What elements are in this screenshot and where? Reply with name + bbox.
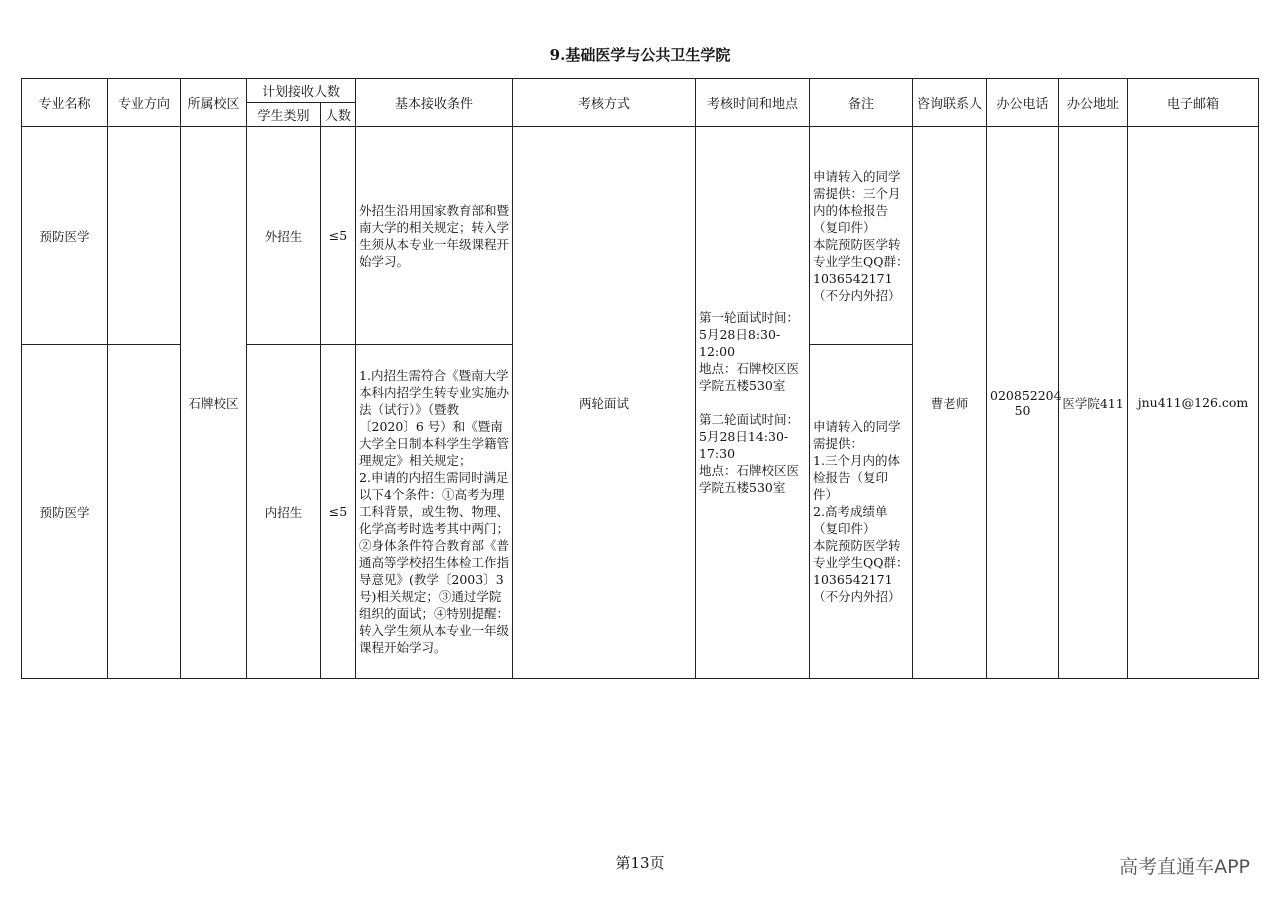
conditions-cell: 1.内招生需符合《暨南大学本科内招学生转专业实施办法（试行）》（暨教〔2020〕6 号）和《暨南大学全日制本科学生学籍管理规定》相关规定； 2.申请的内招生需同时满足以下4个条件：①高考为理工科背景，或生物、物理、化学高考时选考其中两门；②身体条件符合教育部《普通高等学校招生体检工作指导意见》(教学〔2003〕3号)相关规定；③通过学院组织的面试；④特别提醒：转入学生须从本专业一年级课程开始学习。 (356, 345, 513, 679)
student-type-cell: 外招生 (247, 127, 321, 345)
watermark-text: 高考直通车APP (1119, 856, 1250, 878)
table-row (22, 127, 1259, 345)
count-cell: ≤5 (321, 127, 356, 345)
admission-table (21, 78, 1259, 679)
header-row (22, 79, 1259, 103)
direction-cell (108, 345, 181, 679)
count-cell: ≤5 (321, 345, 356, 679)
header-exam-method: 考核方式 (513, 79, 696, 127)
direction-cell (108, 127, 181, 345)
page-number: 第13页 (615, 854, 665, 872)
header-plan: 计划接收人数 (247, 79, 356, 103)
major-cell: 预防医学 (22, 127, 108, 345)
office-cell: 医学院411 (1059, 127, 1128, 679)
remarks-cell: 申请转入的同学需提供：三个月内的体检报告（复印件） 本院预防医学转专业学生QQ群：1036542171（不分内外招） (810, 127, 913, 345)
header-contact: 咨询联系人 (913, 79, 987, 127)
major-cell: 预防医学 (22, 345, 108, 679)
exam-method-cell: 两轮面试 (513, 127, 696, 679)
exam-time-place-cell: 第一轮面试时间：5月28日8:30-12:00 地点：石牌校区医学院五楼530室 第二轮面试时间：5月28日14:30-17:30 地点：石牌校区医学院五楼530室 (696, 127, 810, 679)
conditions-cell: 外招生沿用国家教育部和暨南大学的相关规定；转入学生须从本专业一年级课程开始学习。 (356, 127, 513, 345)
campus-cell: 石牌校区 (181, 127, 247, 679)
header-student-type: 学生类别 (247, 103, 321, 127)
contact-cell: 曹老师 (913, 127, 987, 679)
header-office: 办公地址 (1059, 79, 1128, 127)
page-title: 9.基础医学与公共卫生学院 (549, 46, 731, 64)
email-cell: jnu411@126.com (1128, 127, 1259, 679)
header-conditions: 基本接收条件 (356, 79, 513, 127)
student-type-cell: 内招生 (247, 345, 321, 679)
header-exam-time-place: 考核时间和地点 (696, 79, 810, 127)
header-phone: 办公电话 (987, 79, 1059, 127)
phone-cell: 020852204 50 (987, 127, 1059, 679)
header-remarks: 备注 (810, 79, 913, 127)
remarks-cell: 申请转入的同学需提供： 1.三个月内的体检报告（复印件） 2.高考成绩单（复印件） 本院预防医学转专业学生QQ群：1036542171（不分内外招） (810, 345, 913, 679)
header-major: 专业名称 (22, 79, 108, 127)
header-campus: 所属校区 (181, 79, 247, 127)
header-email: 电子邮箱 (1128, 79, 1259, 127)
header-count: 人数 (321, 103, 356, 127)
header-direction: 专业方向 (108, 79, 181, 127)
